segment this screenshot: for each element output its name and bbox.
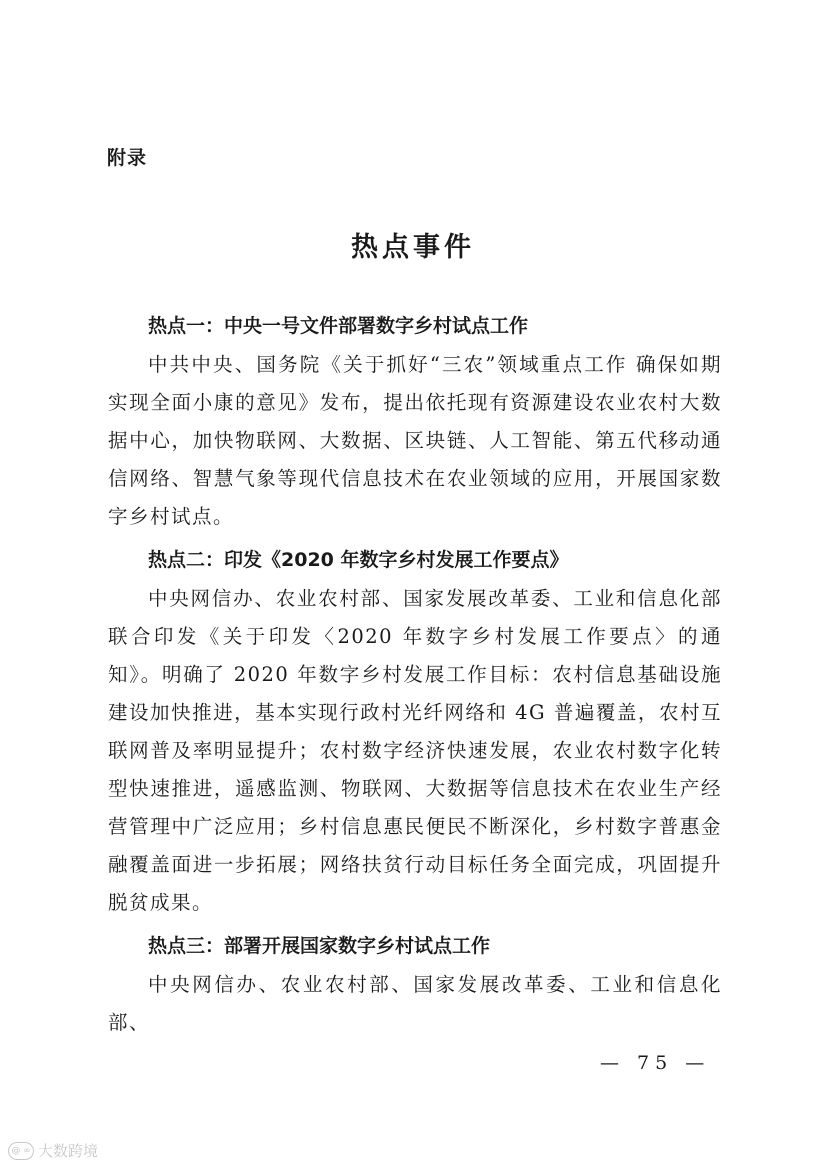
section-label: 附录 [107, 147, 148, 169]
hotspot-2-heading: 热点二：印发《2020 年数字乡村发展工作要点》 [148, 549, 569, 571]
hotspot-2 [108, 540, 722, 922]
watermark-logo-icon: @ ∞ [8, 1142, 34, 1160]
hotspot-3 [108, 926, 722, 1042]
hotspot-3-heading: 热点三：部署开展国家数字乡村试点工作 [148, 935, 491, 957]
hotspot-1-body: 中共中央、国务院《关于抓好“三农”领域重点工作 确保如期实现全面小康的意见》发布，提出依托现有资源建设农业农村大数据中心，加快物联网、大数据、区块链、人工智能、第五代移动通信网络、智慧气象等现代信息技术在农业领域的应用，开展国家数字乡村试点。 [108, 353, 722, 528]
page-title: 热点事件 [351, 232, 475, 263]
hotspot-1-heading: 热点一：中央一号文件部署数字乡村试点工作 [148, 315, 529, 337]
hotspot-2-body: 中央网信办、农业农村部、国家发展改革委、工业和信息化部联合印发《关于印发〈2020 年数字乡村发展工作要点〉的通知》。明确了 2020 年数字乡村发展工作目标：农村信息基础设施建设加快推进，基本实现行政村光纤网络和 4G 普遍覆盖，农村互联网普及率明显提升；农村数字经济快速发展，农业农村数字化转型快速推进，遥感监测、物联网、大数据等信息技术在农业生产经营管理中广泛应用；乡村信息惠民便民不断深化，乡村数字普惠金融覆盖面进一步拓展；网络扶贫行动目标任务全面完成，巩固提升脱贫成果。 [108, 587, 722, 914]
hotspot-1 [108, 306, 722, 536]
watermark [8, 1140, 98, 1161]
hotspot-3-body: 中央网信办、农业农村部、国家发展改革委、工业和信息化部、 [108, 973, 722, 1034]
page-number: — 75 — [600, 1052, 711, 1074]
watermark-text: 大数跨境 [38, 1142, 99, 1160]
document-body [108, 306, 722, 1046]
